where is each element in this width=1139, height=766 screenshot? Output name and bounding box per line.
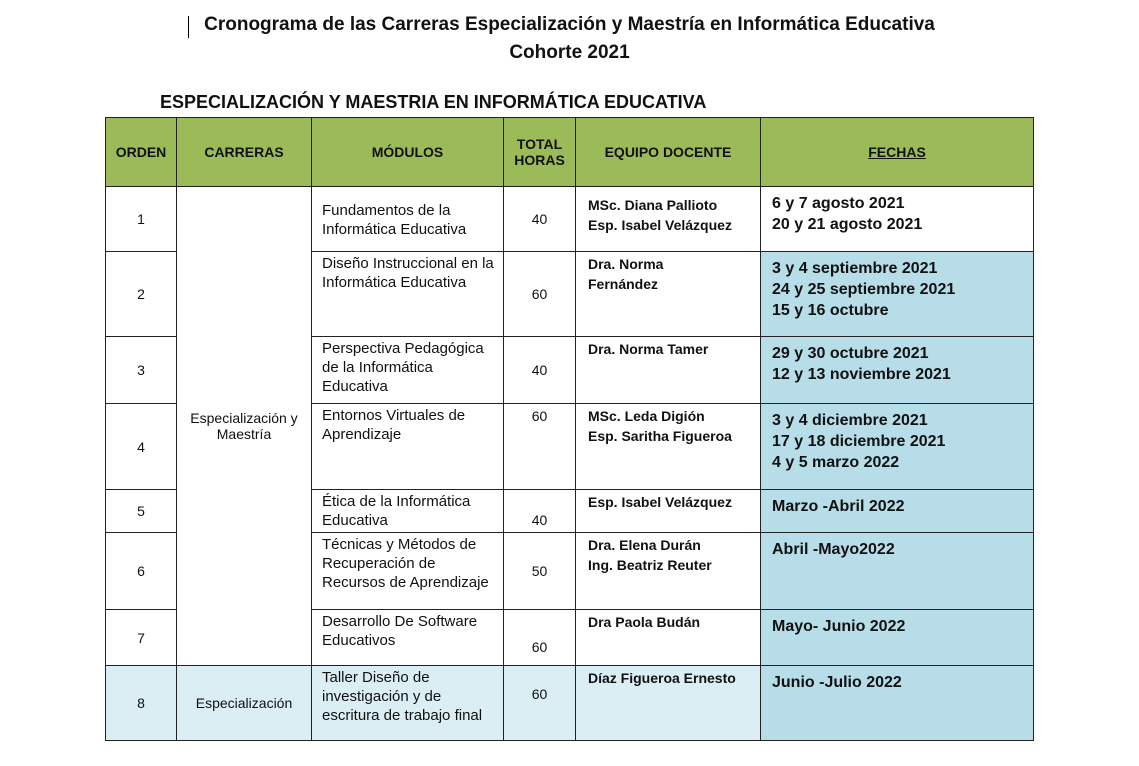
horas-cell: 60 xyxy=(504,252,576,337)
header-total-horas: TOTAL HORAS xyxy=(504,118,576,187)
docente-cell: MSc. Diana Pallioto Esp. Isabel Velázquez xyxy=(576,187,761,252)
table-row xyxy=(106,187,1034,252)
fecha-cell: Marzo -Abril 2022 xyxy=(761,490,1034,533)
header-fechas: FECHAS xyxy=(761,118,1034,187)
orden-cell: 7 xyxy=(106,610,177,666)
fecha-cell: 3 y 4 diciembre 2021 17 y 18 diciembre 2021 4 y 5 marzo 2022 xyxy=(761,404,1034,490)
header-carreras: CARRERAS xyxy=(177,118,312,187)
header-modulos: MÓDULOS xyxy=(312,118,504,187)
fecha-cell: 3 y 4 septiembre 2021 24 y 25 septiembre 2021 15 y 16 octubre xyxy=(761,252,1034,337)
section-title: ESPECIALIZACIÓN Y MAESTRIA EN INFORMÁTICA EDUCATIVA xyxy=(160,92,707,112)
modulo-cell: Fundamentos de la Informática Educativa xyxy=(312,187,504,252)
horas-cell: 40 xyxy=(504,337,576,404)
docente-cell: Díaz Figueroa Ernesto xyxy=(576,666,761,741)
modulo-cell: Perspectiva Pedagógica de la Informática Educativa xyxy=(312,337,504,404)
horas-cell: 60 xyxy=(504,610,576,666)
orden-cell: 1 xyxy=(106,187,177,252)
modulo-cell: Entornos Virtuales de Aprendizaje xyxy=(312,404,504,490)
horas-cell: 40 xyxy=(504,187,576,252)
orden-cell: 5 xyxy=(106,490,177,533)
modulo-cell: Taller Diseño de investigación y de escritura de trabajo final xyxy=(312,666,504,741)
horas-cell: 40 xyxy=(504,490,576,533)
docente-cell: Esp. Isabel Velázquez xyxy=(576,490,761,533)
schedule-table xyxy=(105,117,1034,741)
carrera-cell: Especialización xyxy=(177,666,312,741)
fecha-cell: 29 y 30 octubre 2021 12 y 13 noviembre 2021 xyxy=(761,337,1034,404)
orden-cell: 6 xyxy=(106,533,177,610)
modulo-cell: Desarrollo De Software Educativos xyxy=(312,610,504,666)
modulo-cell: Diseño Instruccional en la Informática Educativa xyxy=(312,252,504,337)
orden-cell: 8 xyxy=(106,666,177,741)
fecha-cell: Junio -Julio 2022 xyxy=(761,666,1034,741)
table-header-row xyxy=(106,118,1034,187)
fecha-cell: Mayo- Junio 2022 xyxy=(761,610,1034,666)
docente-cell: Dra. Norma Fernández xyxy=(576,252,761,337)
orden-cell: 3 xyxy=(106,337,177,404)
table-row xyxy=(106,666,1034,741)
modulo-cell: Técnicas y Métodos de Recuperación de Recursos de Aprendizaje xyxy=(312,533,504,610)
document-title: Cronograma de las Carreras Especialización y Maestría en Informática Educativa xyxy=(204,14,935,35)
carrera-cell: Especialización y Maestría xyxy=(177,187,312,666)
fecha-cell: Abril -Mayo2022 xyxy=(761,533,1034,610)
docente-cell: Dra. Elena Durán Ing. Beatriz Reuter xyxy=(576,533,761,610)
docente-cell: Dra. Norma Tamer xyxy=(576,337,761,404)
orden-cell: 2 xyxy=(106,252,177,337)
header-equipo-docente: EQUIPO DOCENTE xyxy=(576,118,761,187)
horas-cell: 60 xyxy=(504,404,576,490)
horas-cell: 60 xyxy=(504,666,576,741)
horas-cell: 50 xyxy=(504,533,576,610)
docente-cell: Dra Paola Budán xyxy=(576,610,761,666)
modulo-cell: Ética de la Informática Educativa xyxy=(312,490,504,533)
fecha-cell: 6 y 7 agosto 2021 20 y 21 agosto 2021 xyxy=(761,187,1034,252)
docente-cell: MSc. Leda Digión Esp. Saritha Figueroa xyxy=(576,404,761,490)
header-orden: ORDEN xyxy=(106,118,177,187)
document-subtitle: Cohorte 2021 xyxy=(509,42,630,63)
orden-cell: 4 xyxy=(106,404,177,490)
